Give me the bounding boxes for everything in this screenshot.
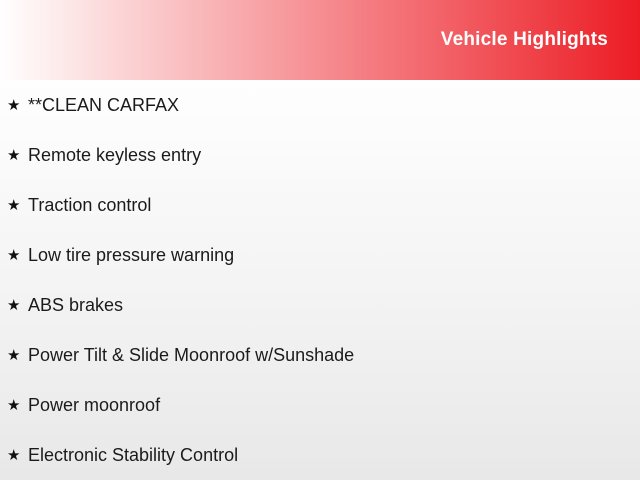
- list-item: [0, 280, 640, 330]
- list-item: [0, 330, 640, 380]
- list-item: [0, 130, 640, 180]
- list-item-label: **CLEAN CARFAX: [28, 95, 180, 115]
- list-item-label: Traction control: [28, 195, 152, 215]
- list-item-label: Low tire pressure warning: [28, 245, 235, 265]
- list-item-label: ABS brakes: [28, 295, 124, 315]
- star-icon: ★: [7, 346, 21, 364]
- star-icon: ★: [7, 446, 21, 464]
- star-icon: ★: [7, 196, 21, 214]
- highlights-list: [0, 80, 640, 480]
- list-item: [0, 230, 640, 280]
- star-icon: ★: [7, 146, 21, 164]
- list-item-label: Power moonroof: [28, 395, 161, 415]
- page-title: Vehicle Highlights: [440, 28, 608, 50]
- list-item-label: Remote keyless entry: [28, 145, 202, 165]
- list-item: [0, 80, 640, 130]
- header-banner: [0, 0, 640, 80]
- list-item: [0, 430, 640, 480]
- list-item: [0, 180, 640, 230]
- star-icon: ★: [7, 96, 21, 114]
- list-item-label: Electronic Stability Control: [28, 445, 239, 465]
- list-item: [0, 380, 640, 430]
- star-icon: ★: [7, 396, 21, 414]
- star-icon: ★: [7, 296, 21, 314]
- list-item-label: Power Tilt & Slide Moonroof w/Sunshade: [28, 345, 355, 365]
- star-icon: ★: [7, 246, 21, 264]
